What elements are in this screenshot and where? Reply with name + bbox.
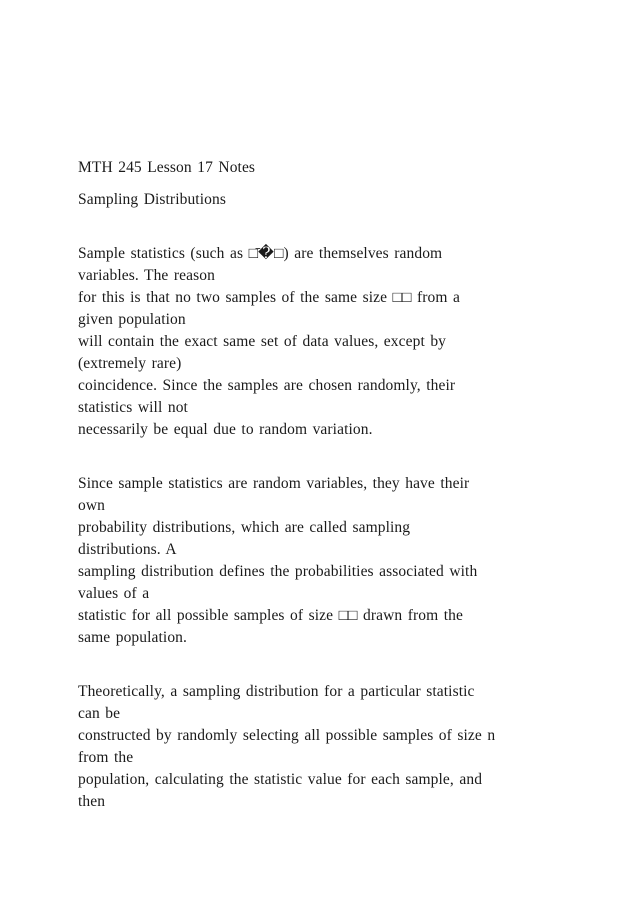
- spacer: [78, 441, 598, 473]
- text-line: coincidence. Since the samples are chosen randomly, their: [78, 377, 456, 394]
- text-line: (extremely rare): [78, 355, 182, 372]
- text-line: own: [78, 497, 105, 514]
- section-heading: Sampling Distributions: [78, 191, 226, 208]
- text-line: given population: [78, 311, 186, 328]
- text-line: Sample statistics (such as □̄�□) are themselves random: [78, 245, 443, 262]
- text-line: statistics will not: [78, 399, 188, 416]
- spacer: [78, 211, 598, 243]
- spacer: [78, 649, 598, 681]
- text-line: for this is that no two samples of the same size □□ from a: [78, 289, 460, 306]
- text-line: Theoretically, a sampling distribution for a particular statistic: [78, 683, 475, 700]
- text-line: population, calculating the statistic value for each sample, and: [78, 771, 483, 788]
- text-line: necessarily be equal due to random variation.: [78, 421, 373, 438]
- text-line: from the: [78, 749, 134, 766]
- text-line: distributions. A: [78, 541, 177, 558]
- document-title: MTH 245 Lesson 17 Notes: [78, 159, 256, 176]
- text-line: same population.: [78, 629, 187, 646]
- text-line: statistic for all possible samples of size □□ drawn from the: [78, 607, 463, 624]
- text-line: can be: [78, 705, 121, 722]
- text-line: probability distributions, which are called sampling: [78, 519, 411, 536]
- spacer: [78, 179, 598, 189]
- text-line: constructed by randomly selecting all possible samples of size n: [78, 727, 496, 744]
- paragraph-1: [78, 243, 598, 441]
- paragraph-2: [78, 473, 598, 649]
- text-line: then: [78, 793, 106, 810]
- document-body: [78, 157, 598, 813]
- text-line: sampling distribution defines the probabilities associated with: [78, 563, 478, 580]
- paragraph-3: [78, 681, 598, 813]
- text-line: values of a: [78, 585, 150, 602]
- text-line: will contain the exact same set of data values, except by: [78, 333, 447, 350]
- text-line: variables. The reason: [78, 267, 215, 284]
- text-line: Since sample statistics are random variables, they have their: [78, 475, 470, 492]
